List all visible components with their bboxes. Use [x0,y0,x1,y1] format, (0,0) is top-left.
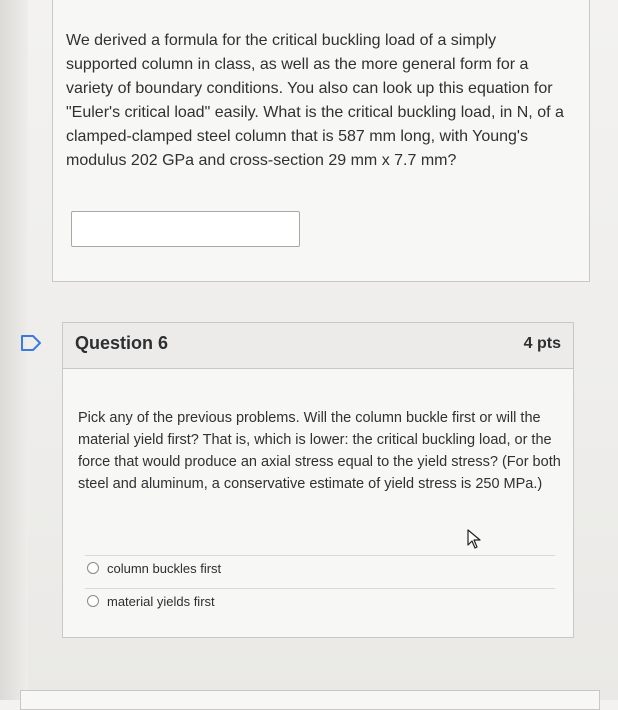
answer-option[interactable] [85,588,555,614]
question-6-card [62,322,574,638]
cursor-icon [466,529,482,549]
next-question-card [20,690,600,710]
question-5-text: We derived a formula for the critical buckling load of a simply supported column in class, as well as the more general form for a variety of boundary conditions. You also can look up this equation for "Euler's critical load" easily. What is the critical buckling load, in N, of a clamped-clamped steel column that is 587 mm long, with Young's modulus 202 GPa and cross-section 29 mm x 7.7 mm? [66,32,564,169]
answer-input[interactable] [71,211,300,247]
radio-icon[interactable] [87,595,99,607]
question-6-text: Pick any of the previous problems. Will the column buckle first or will the material yield first? That is, which is lower: the critical buckling load, or the force that would produce an axial stress equal to the yield stress? (For both steel and aluminum, a conservative estimate of yield stress is 250 MPa.) [78,410,561,492]
question-title: Question 6 [75,333,169,353]
question-5-card [52,0,590,282]
answer-option[interactable] [85,555,555,581]
answer-option-label[interactable]: column buckles first [107,561,222,576]
flag-icon[interactable] [20,334,42,352]
answer-option-label[interactable]: material yields first [107,594,215,609]
question-header [63,323,573,369]
question-points: 4 pts [523,335,561,352]
radio-icon[interactable] [87,562,99,574]
